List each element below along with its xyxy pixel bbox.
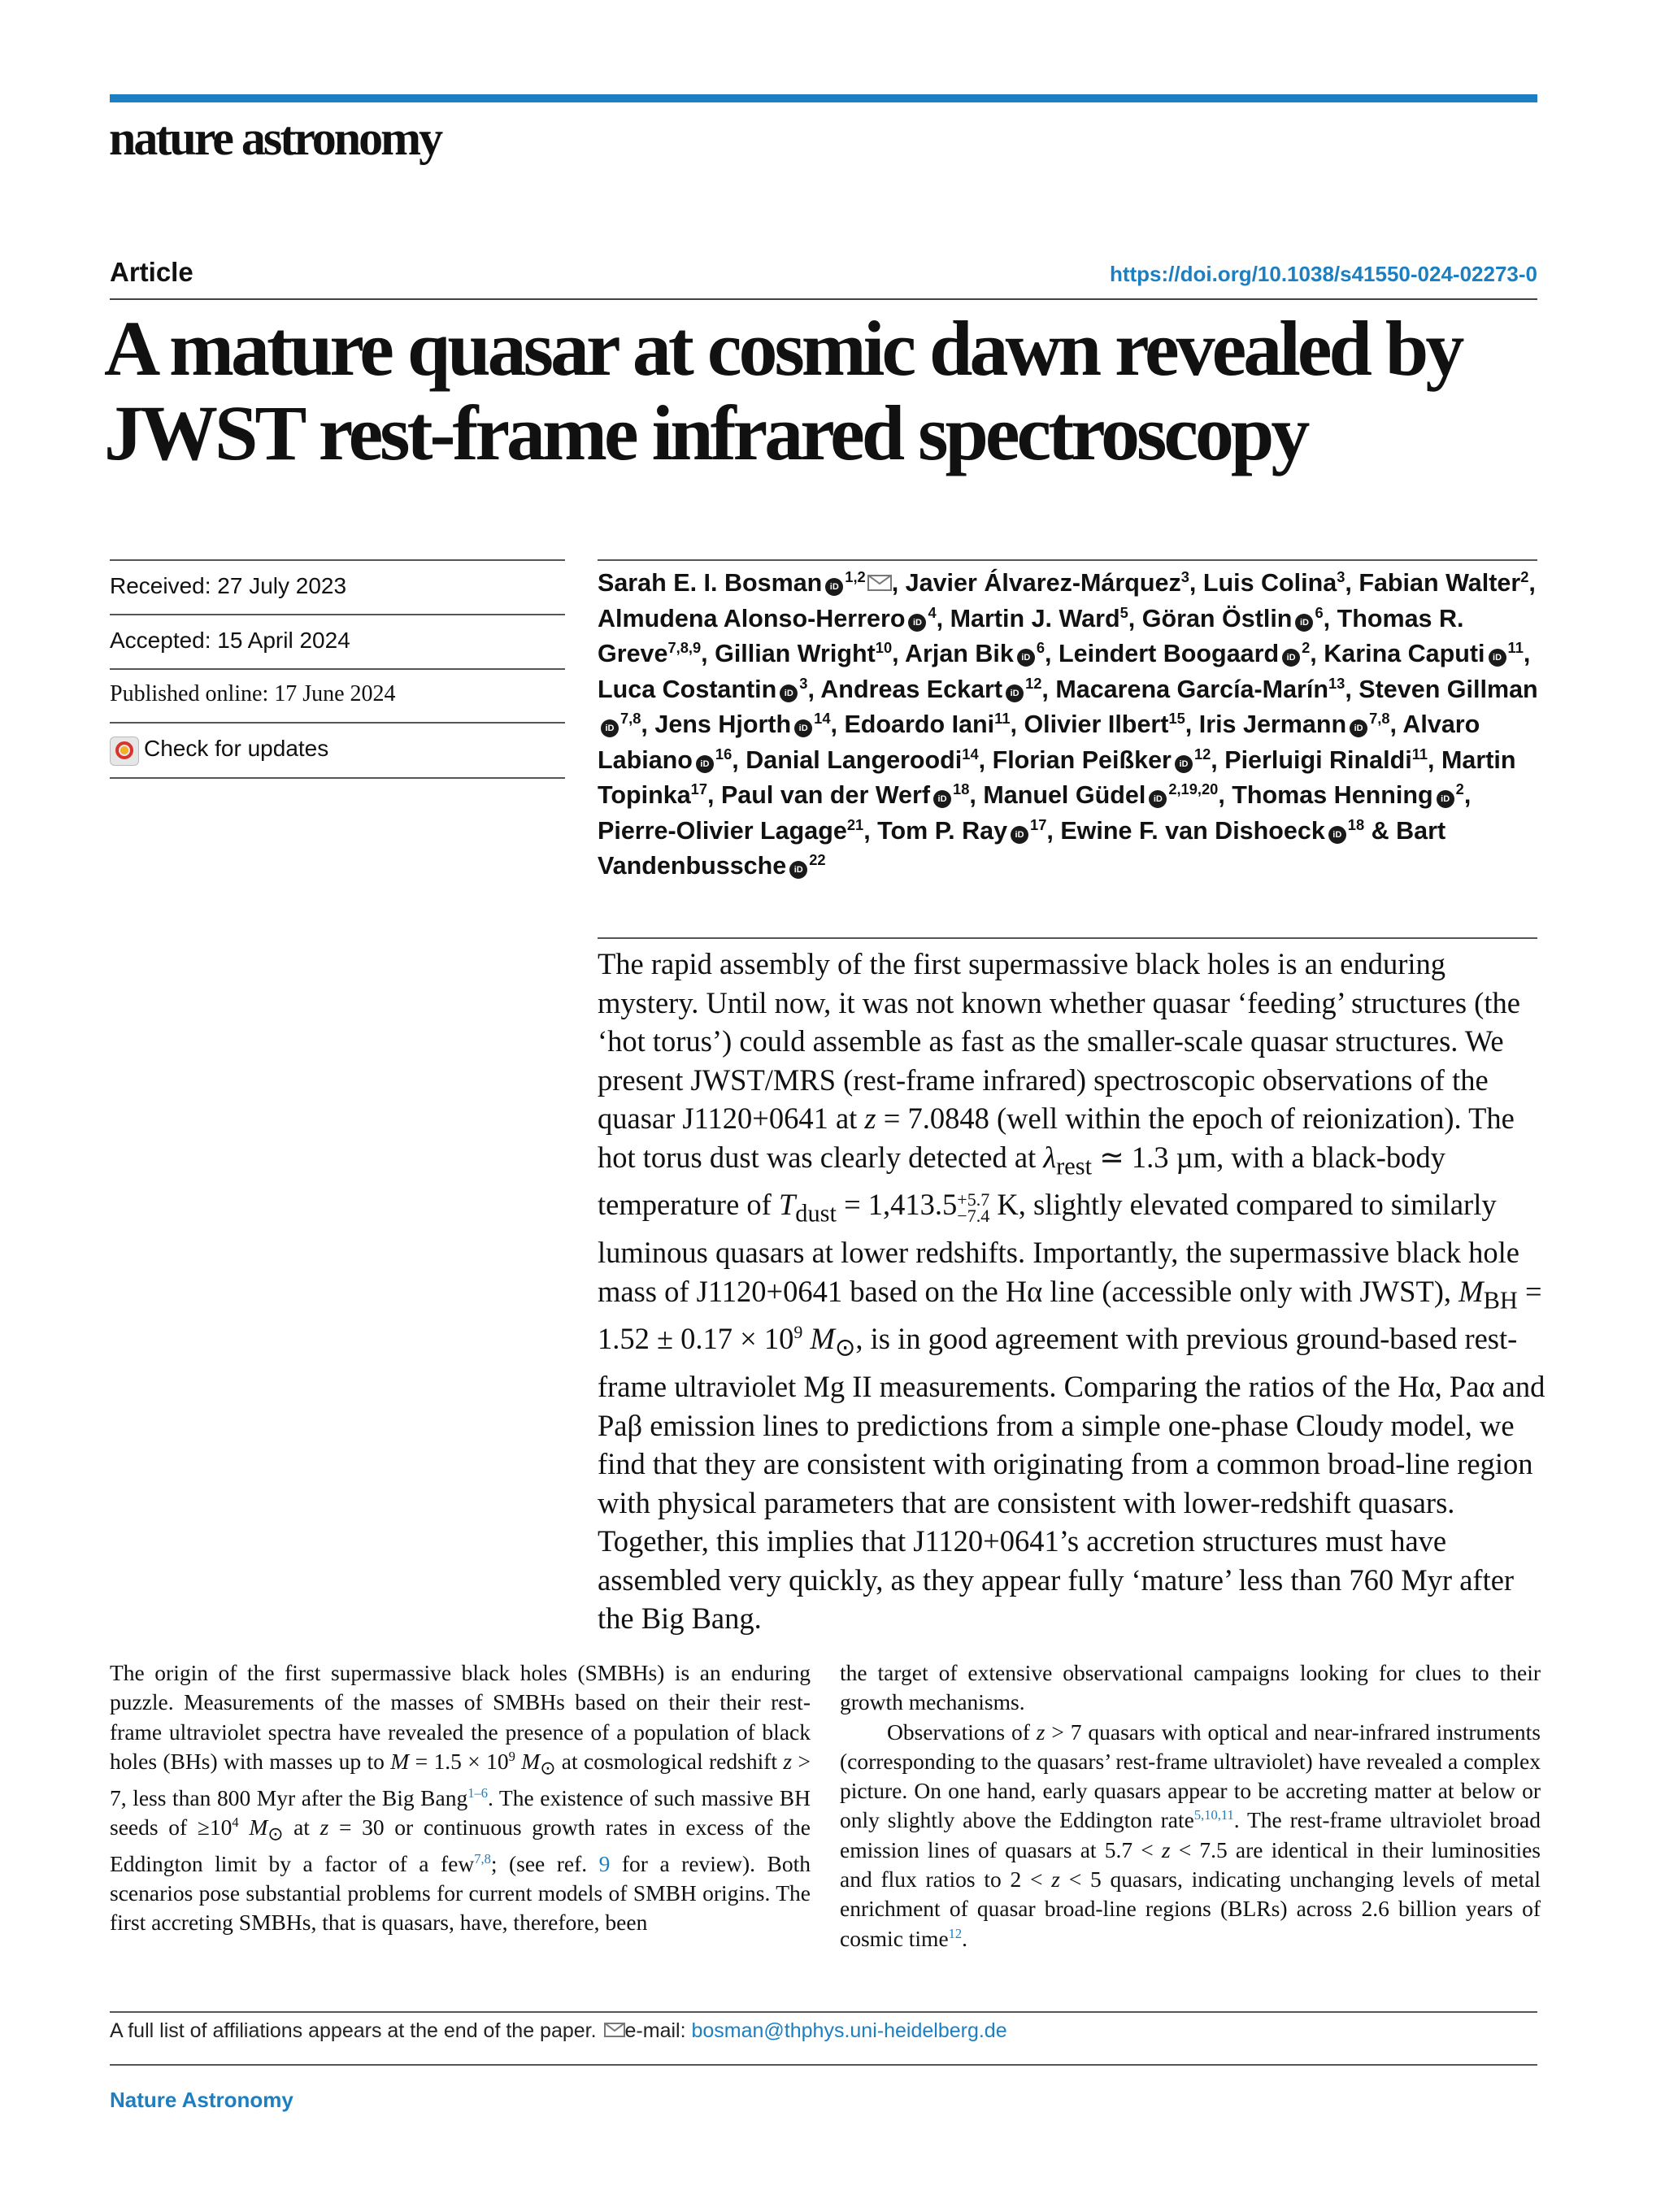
body-paragraph <box>840 1718 1541 1953</box>
envelope-icon <box>604 2023 625 2037</box>
author-name[interactable]: , Andreas Eckart <box>807 675 1003 703</box>
math-symbol: z <box>783 1748 793 1774</box>
math-symbol: M <box>390 1748 410 1774</box>
meta-divider <box>110 777 565 779</box>
author-name[interactable]: , Pierluigi Rinaldi <box>1211 745 1412 774</box>
orcid-icon[interactable]: iD <box>1328 826 1346 844</box>
author-name[interactable]: , Leindert Boogaard <box>1045 640 1280 667</box>
author-name[interactable]: , Karina Caputi <box>1310 640 1485 667</box>
title-line-2: JWST rest-frame infrared spectroscopy <box>104 389 1307 476</box>
body-text: at <box>283 1814 320 1840</box>
affiliation-number: 22 <box>809 850 826 868</box>
body-text: for a review). Both scenarios pose substantial problems for current models of SMBH origins. The first accreting SMBHs, that is quasars, have, therefore, been <box>110 1850 811 1936</box>
author-name[interactable]: , Olivier Ilbert <box>1010 711 1169 738</box>
body-text: < 5 quasars, indicating unchanging levels of metal enrichment of quasar broad-line regions (BLRs) across 2.6 billion years of cosmic time <box>840 1867 1541 1951</box>
journal-logo: nature astronomy <box>109 111 441 165</box>
body-text: < 7.5 are identical in their luminosities and flux ratios to 2 < <box>840 1836 1541 1893</box>
math-symbol: z <box>1036 1719 1046 1745</box>
abstract <box>598 945 1549 1638</box>
affiliation-number: 3 <box>799 674 808 692</box>
published-date: Published online: 17 June 2024 <box>110 681 396 706</box>
affiliation-number: 13 <box>1328 674 1345 692</box>
author-name[interactable]: , Göran Östlin <box>1128 604 1293 632</box>
author-name[interactable]: , Danial Langeroodi <box>732 745 963 774</box>
orcid-icon[interactable]: iD <box>789 861 807 879</box>
citation-link[interactable]: 12 <box>948 1925 963 1941</box>
body-text: . The rest-frame ultraviolet broad emission lines of quasars at 5.7 < <box>840 1807 1541 1862</box>
accepted-date: Accepted: 15 April 2024 <box>110 628 350 653</box>
body-text: ; (see ref. <box>490 1850 599 1876</box>
author-list <box>598 566 1541 884</box>
author-name[interactable]: , Gillian Wright <box>701 640 876 667</box>
citation-link[interactable]: 7,8 <box>474 1850 491 1867</box>
author-name[interactable]: , Edoardo Iani <box>830 711 995 738</box>
orcid-icon[interactable]: iD <box>794 719 812 737</box>
affiliation-number: 2,19,20 <box>1168 780 1219 797</box>
author-name[interactable]: , Thomas R. Greve <box>598 604 1464 667</box>
meta-divider <box>110 614 565 615</box>
meta-divider <box>110 668 565 670</box>
author-name[interactable]: & Bart Vandenbussche <box>598 816 1446 880</box>
author-name[interactable]: , Fabian Walter <box>1345 569 1521 597</box>
author-name[interactable]: , Iris Jermann <box>1185 711 1347 738</box>
affiliation-number: 3 <box>1180 567 1189 585</box>
body-paragraph: the target of extensive observational campaigns looking for clues to their growth mechanisms. <box>840 1660 1541 1715</box>
article-type-label: Article <box>110 257 193 287</box>
abstract-divider <box>598 937 1537 939</box>
math-symbol: z <box>1051 1867 1060 1893</box>
author-name[interactable]: , Pierre-Olivier Lagage <box>598 781 1472 845</box>
math-symbol: M <box>521 1748 541 1774</box>
author-name[interactable]: , Arjan Bik <box>892 640 1014 667</box>
affiliation-number: 12 <box>1025 674 1042 692</box>
orcid-icon[interactable]: iD <box>825 578 843 596</box>
body-paragraph <box>110 1658 811 1938</box>
author-name[interactable]: , Jens Hjorth <box>641 711 792 738</box>
header-divider <box>110 298 1537 300</box>
orcid-icon[interactable]: iD <box>780 684 798 702</box>
orcid-icon[interactable]: iD <box>1006 684 1024 702</box>
footer-divider <box>110 2064 1537 2066</box>
math-subscript: rest <box>1056 1151 1093 1180</box>
math-subscript: ⊙ <box>540 1758 556 1779</box>
affiliation-number: 7,8,9 <box>667 638 702 656</box>
affiliation-number: 15 <box>1168 709 1185 727</box>
math-subscript: BH <box>1483 1285 1518 1314</box>
abstract-text: K, slightly elevated compared to similarly luminous quasars at lower redshifts. Importantly, the supermassive black hole mass of J1120+0641 based on the Hα line (accessible only with JWST), <box>598 1188 1519 1308</box>
math-subscript: dust <box>795 1199 837 1228</box>
author-name[interactable]: , Alvaro Labiano <box>598 711 1480 774</box>
affiliation-number: 11 <box>1507 638 1524 656</box>
orcid-icon[interactable]: iD <box>1017 649 1035 667</box>
math-symbol: λ <box>1043 1140 1057 1174</box>
affiliation-number: 6 <box>1036 638 1046 656</box>
affiliations-note: A full list of affiliations appears at the end of the paper. <box>110 2019 597 2042</box>
math-symbol: z <box>864 1102 876 1135</box>
math-subscript: ⊙ <box>267 1823 284 1845</box>
author-name[interactable]: , Thomas Henning <box>1218 781 1433 809</box>
math-symbol: M <box>1459 1274 1484 1308</box>
body-text: Observations of <box>887 1719 1037 1745</box>
article-title <box>104 306 1567 476</box>
title-line-1: A mature quasar at cosmic dawn revealed by <box>104 305 1462 392</box>
orcid-icon[interactable]: iD <box>601 719 619 737</box>
author-name[interactable]: , Macarena García-Marín <box>1041 675 1329 703</box>
author-name[interactable]: , Javier Álvarez-Márquez <box>891 569 1181 597</box>
author-name[interactable]: , Martin Topinka <box>598 745 1516 809</box>
affiliation-number: 7,8 <box>1369 709 1390 727</box>
body-text: at cosmological redshift <box>555 1748 784 1774</box>
affiliation-number: 11 <box>994 709 1011 727</box>
citation-link[interactable]: 9 <box>598 1850 611 1876</box>
received-date: Received: 27 July 2023 <box>110 573 347 598</box>
affiliation-number: 11 <box>1411 745 1428 763</box>
math-symbol: T <box>778 1188 796 1222</box>
abstract-text: = 1,413.5 <box>836 1188 958 1222</box>
author-name[interactable]: , Steven Gillman <box>1345 675 1538 703</box>
orcid-icon[interactable]: iD <box>696 755 714 773</box>
affiliation-number: 2 <box>1455 780 1464 797</box>
math-symbol: M <box>249 1814 268 1840</box>
affiliation-number: 17 <box>1030 815 1047 833</box>
math-subscript: ⊙ <box>834 1333 856 1362</box>
author-name[interactable]: , Florian Peißker <box>978 745 1172 774</box>
math-superscript: 4 <box>232 1814 239 1830</box>
author-name[interactable]: , Paul van der Werf <box>707 781 931 809</box>
affiliation-number: 5 <box>1119 603 1128 621</box>
body-column-right <box>840 1658 1541 1953</box>
affiliation-number: 10 <box>875 638 893 656</box>
author-name[interactable]: , Almudena Alonso-Herrero <box>598 569 1536 632</box>
affiliation-number: 14 <box>962 745 979 763</box>
affiliation-number: 3 <box>1337 567 1345 585</box>
affiliation-number: 2 <box>1302 638 1311 656</box>
email-label: e-mail: <box>624 2019 692 2042</box>
footnote <box>110 2019 1007 2043</box>
affiliation-number: 16 <box>715 745 733 763</box>
orcid-icon[interactable]: iD <box>1011 826 1028 844</box>
body-text: . The existence of such massive BH seeds of ≥10 <box>110 1784 811 1840</box>
author-name[interactable]: , Ewine F. van Dishoeck <box>1046 816 1325 845</box>
affiliation-number: 4 <box>928 603 937 621</box>
orcid-icon[interactable]: iD <box>1437 790 1454 808</box>
abstract-text: = 7.0848 (well within the epoch of reionization). The hot torus dust was clearly detected at <box>598 1102 1515 1174</box>
affiliation-number: 12 <box>1193 745 1211 763</box>
body-text: . <box>962 1925 968 1951</box>
abstract-text: = 1.52 ± 0.17 × 10 <box>598 1274 1542 1356</box>
author-name[interactable]: Sarah E. I. Bosman <box>598 569 823 597</box>
abstract-text: ≃ 1.3 µm, with a black-body temperature of <box>598 1140 1445 1222</box>
affiliation-number: 7,8 <box>620 709 641 727</box>
orcid-icon[interactable]: iD <box>1149 790 1167 808</box>
math-symbol: z <box>1161 1836 1171 1862</box>
body-text: > 7 quasars with optical and near-infrared instruments (corresponding to the quasars’ rest-frame ultraviolet) have revealed a complex picture. On one hand, early quasars appear to be accreting matter at below or only slightly above the Eddington rate <box>840 1719 1541 1833</box>
body-text: The origin of the first supermassive black holes (SMBHs) is an enduring puzzle. Measurements of the masses of SMBHs based on their their rest-frame ultraviolet spectra have revealed the presence of a population of black holes (BHs) with masses up to <box>110 1660 811 1774</box>
citation-link[interactable]: 1–6 <box>467 1784 488 1801</box>
footer-journal-name: Nature Astronomy <box>110 2088 293 2112</box>
check-updates-link[interactable]: Check for updates <box>144 736 329 761</box>
abstract-text: , is in good agreement with previous ground-based rest-frame ultraviolet Mg II measurements. Comparing the ratios of the Hα, Paα and Paβ emission lines to predictions from a simple one-phase Cloudy model, we find that they are consistent with originating from a common broad-line region with physical parameters that are consistent with lower-redshift quasars. Together, this implies that J1120+0641’s accretion structures must have assembled very quickly, as they appear fully ‘mature’ less than 760 Myr after the Big Bang. <box>598 1322 1545 1636</box>
check-updates-icon[interactable] <box>110 737 139 766</box>
email-link[interactable]: bosman@thphys.uni-heidelberg.de <box>691 2019 1007 2042</box>
body-text: = 1.5 × 10 <box>409 1748 509 1774</box>
math-symbol: M <box>802 1322 835 1356</box>
footnote-divider <box>110 2011 1537 2013</box>
orcid-icon[interactable]: iD <box>1282 649 1300 667</box>
affiliation-number: 18 <box>1347 815 1365 833</box>
body-text: > 7, less than 800 Myr after the Big Bang <box>110 1748 811 1810</box>
orcid-icon[interactable]: iD <box>908 614 926 632</box>
upper-uncertainty: +5.7 <box>957 1189 990 1210</box>
affiliation-number: 17 <box>690 780 708 797</box>
abstract-text: The rapid assembly of the first supermassive black holes is an enduring mystery. Until now, it was not known whether quasar ‘feeding’ structures (the ‘hot torus’) could assemble as fast as the smaller-scale quasar structures. We present JWST/MRS (rest-frame infrared) spectroscopic observations of the quasar J1120+0641 at <box>598 947 1520 1135</box>
affiliation-number: 18 <box>953 780 970 797</box>
author-name[interactable]: , Luca Costantin <box>598 640 1531 703</box>
top-color-bar <box>110 94 1537 102</box>
math-superscript: 9 <box>793 1322 803 1343</box>
orcid-icon[interactable]: iD <box>933 790 951 808</box>
meta-divider <box>110 559 565 561</box>
affiliation-number: 6 <box>1315 603 1324 621</box>
math-symbol: z <box>320 1814 329 1840</box>
author-name[interactable]: , Manuel Güdel <box>969 781 1146 809</box>
citation-link[interactable]: 5,10,11 <box>1193 1807 1234 1823</box>
authors-divider <box>598 559 1537 561</box>
affiliation-number: 21 <box>846 815 864 833</box>
body-column-left <box>110 1658 811 1938</box>
meta-divider <box>110 722 565 724</box>
orcid-icon[interactable]: iD <box>1175 755 1193 773</box>
body-text: = 30 or continuous growth rates in excess of the Eddington limit by a factor of a few <box>110 1814 811 1876</box>
affiliation-number: 2 <box>1520 567 1529 585</box>
envelope-icon[interactable] <box>867 575 892 591</box>
math-superscript: 9 <box>508 1748 515 1764</box>
lower-uncertainty: −7.4 <box>957 1205 990 1226</box>
author-name[interactable]: , Martin J. Ward <box>936 604 1120 632</box>
affiliation-number: 14 <box>814 709 831 727</box>
orcid-icon[interactable]: iD <box>1489 649 1506 667</box>
author-name[interactable]: , Tom P. Ray <box>863 816 1008 845</box>
doi-link[interactable]: https://doi.org/10.1038/s41550-024-02273-0 <box>1109 262 1537 286</box>
orcid-icon[interactable]: iD <box>1295 614 1313 632</box>
author-name[interactable]: , Luis Colina <box>1189 569 1337 597</box>
orcid-icon[interactable]: iD <box>1350 719 1367 737</box>
affiliation-number: 1,2 <box>845 567 866 585</box>
